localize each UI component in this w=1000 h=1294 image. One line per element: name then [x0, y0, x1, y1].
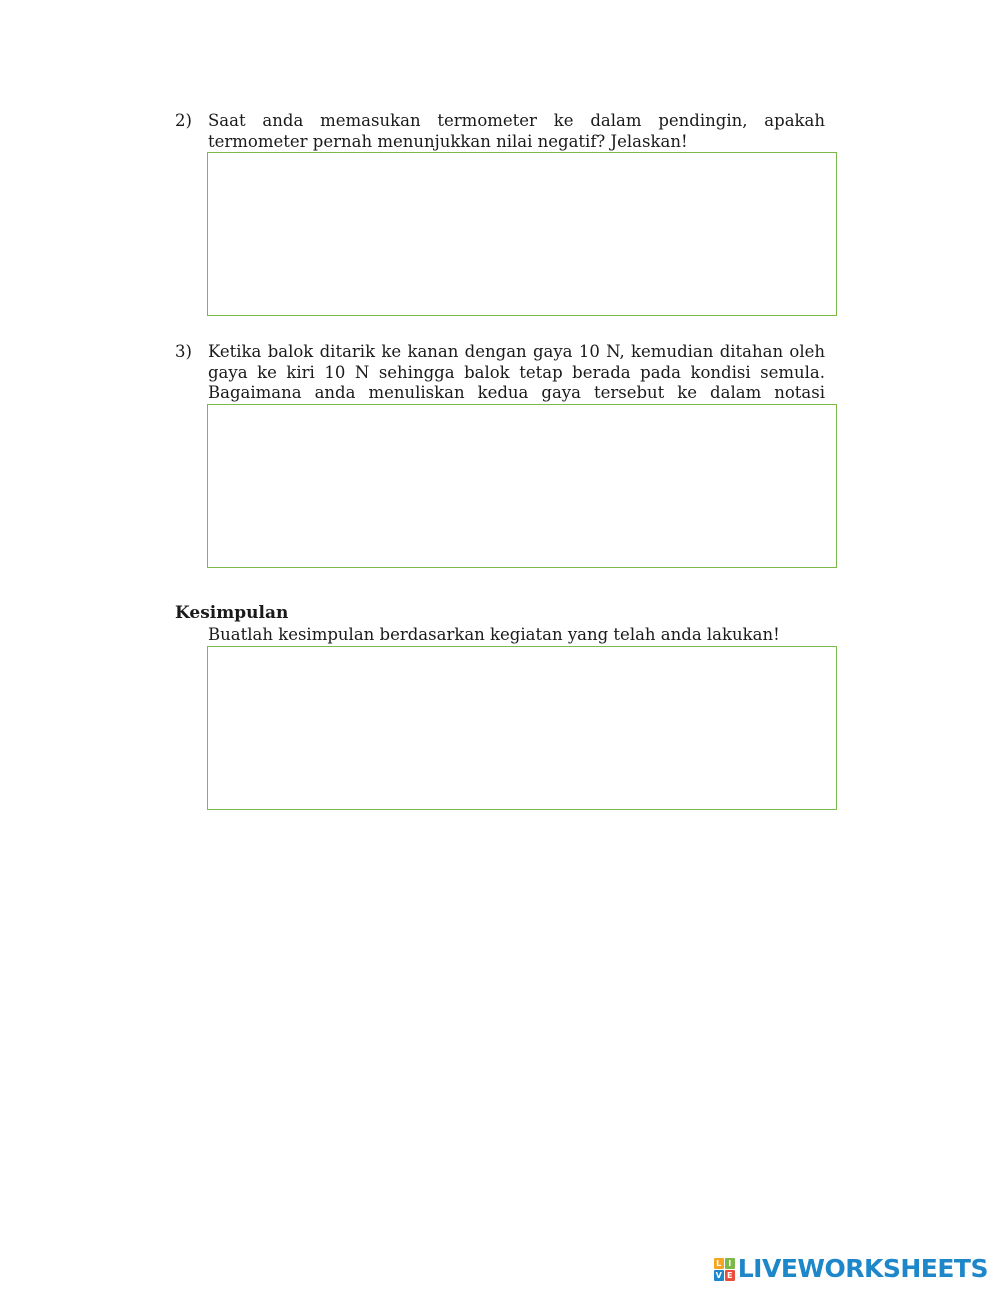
- question-text: Ketika balok ditarik ke kanan dengan gaya 10 N, kemudian ditahan oleh gaya ke kiri 10 N sehingga balok tetap berada pada kondisi semula. Bagaimana anda menuliskan kedua gaya tersebut ke dalam notasi: [208, 342, 825, 402]
- logo-letter: E: [725, 1270, 735, 1281]
- answer-box-question-3[interactable]: [207, 404, 837, 568]
- question-text: Saat anda memasukan termometer ke dalam pendingin, apakah termometer pernah menunjukkan nilai negatif? Jelaskan!: [208, 111, 825, 151]
- question-number: 2): [175, 111, 192, 130]
- conclusion-heading: Kesimpulan: [175, 603, 289, 623]
- logo-letter: L: [714, 1258, 724, 1269]
- liveworksheets-logo-icon: [714, 1258, 735, 1281]
- question-2: [175, 111, 825, 152]
- answer-box-conclusion[interactable]: [207, 646, 837, 810]
- conclusion-instruction: Buatlah kesimpulan berdasarkan kegiatan yang telah anda lakukan!: [208, 625, 780, 644]
- logo-letter: V: [715, 1270, 722, 1280]
- liveworksheets-brand: [714, 1255, 988, 1283]
- brand-name: LIVEWORKSHEETS: [737, 1254, 988, 1283]
- logo-letter: I: [725, 1258, 735, 1269]
- question-number: 3): [175, 342, 192, 361]
- answer-box-question-2[interactable]: [207, 152, 837, 316]
